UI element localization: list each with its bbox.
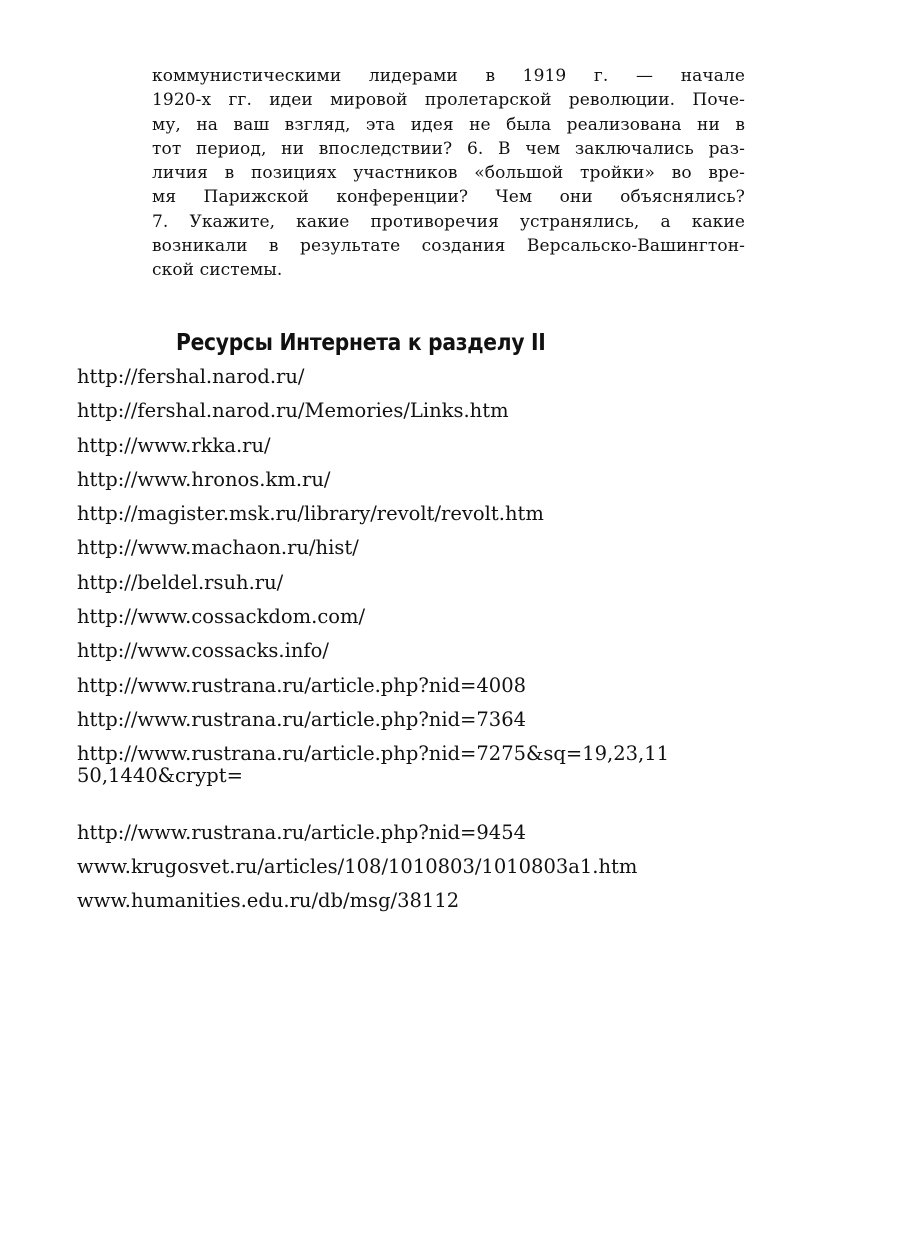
resource-link[interactable]: http://www.cossackdom.com/ — [77, 605, 366, 629]
resource-link[interactable]: http://www.rustrana.ru/article.php?nid=7275&sq=19,23,11 50,1440&crypt= — [77, 742, 670, 788]
paragraph-line: коммунистическими лидерами в 1919 г. — начале — [152, 66, 745, 86]
resource-link[interactable]: www.humanities.edu.ru/db/msg/38112 — [77, 889, 460, 913]
resource-link[interactable]: http://www.rustrana.ru/article.php?nid=4008 — [77, 673, 527, 697]
questions-paragraph — [152, 64, 745, 283]
resource-link[interactable]: www.krugosvet.ru/articles/108/1010803/1010803a1.htm — [77, 854, 638, 878]
resource-link[interactable]: http://www.hronos.km.ru/ — [77, 467, 331, 491]
paragraph-line: личия в позициях участников «большой тройки» во вре- — [152, 163, 745, 184]
paragraph-line: ской системы. — [152, 260, 283, 281]
resource-link[interactable]: http://fershal.narod.ru/ — [77, 365, 305, 388]
paragraph-line: му, на ваш взгляд, эта идея не была реализована ни в — [152, 114, 745, 135]
resource-link[interactable]: http://www.rkka.ru/ — [77, 433, 271, 457]
resource-link[interactable]: http://www.machaon.ru/hist/ — [77, 536, 359, 560]
resource-link[interactable]: http://www.rustrana.ru/article.php?nid=7364 — [77, 707, 527, 731]
paragraph-line: возникали в результате создания Версальско-Вашингтон- — [152, 236, 745, 257]
resource-link[interactable]: http://www.cossacks.info/ — [77, 639, 329, 663]
resource-link[interactable]: http://www.rustrana.ru/article.php?nid=9454 — [77, 820, 527, 844]
paragraph-line: мя Парижской конференции? Чем они объяснялись? — [152, 187, 745, 208]
paragraph-line: тот период, ни впоследствии? 6. В чем заключались раз- — [152, 138, 745, 159]
paragraph-line: 7. Укажите, какие противоречия устранялись, а какие — [152, 211, 745, 232]
internet-resources-list — [77, 366, 669, 912]
section-heading: Ресурсы Интернета к разделу II — [176, 330, 546, 356]
paragraph-line: 1920-х гг. идеи мировой пролетарской революции. Поче- — [152, 90, 745, 111]
resource-link[interactable]: http://magister.msk.ru/library/revolt/revolt.htm — [77, 502, 544, 526]
resource-link[interactable]: http://beldel.rsuh.ru/ — [77, 570, 284, 594]
resource-link[interactable]: http://fershal.narod.ru/Memories/Links.htm — [77, 399, 509, 423]
